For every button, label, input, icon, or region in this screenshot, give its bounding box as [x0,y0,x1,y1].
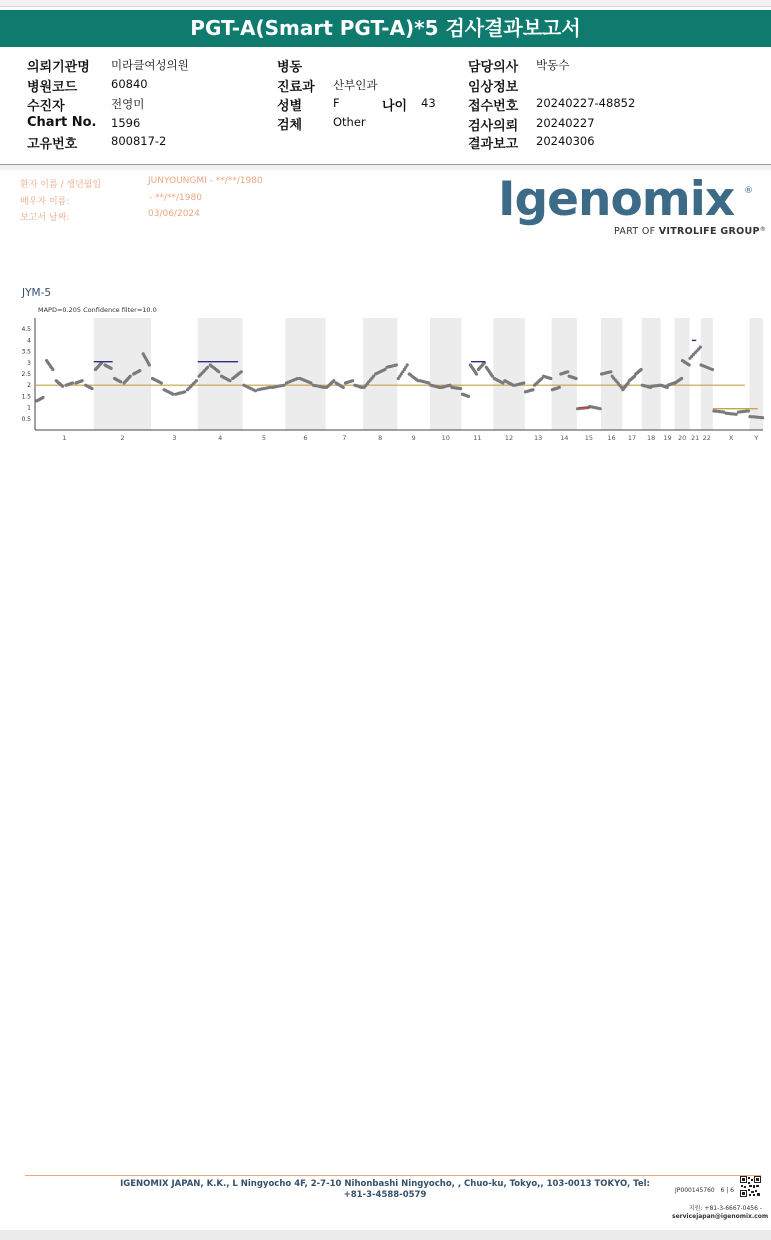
data-point [240,370,243,373]
chromosome-label: 9 [411,434,416,442]
info-value: 20240227-48852 [536,96,636,110]
data-point [558,386,561,389]
info-label: 병원코드 [27,80,78,95]
partner-name-value: - **/**/1980 [146,193,202,203]
chromosome-band [701,318,713,430]
y-tick-label: 1 [27,404,31,412]
data-point [148,363,151,366]
data-point [575,377,578,380]
data-point [475,372,478,375]
logo-registered-mark: ® [744,186,753,196]
info-label: 의뢰기관명 [27,60,90,75]
data-point [282,384,285,387]
y-tick-label: 3 [27,359,31,367]
data-point [566,370,569,373]
data-point [467,395,470,398]
data-point [711,368,714,371]
report-title: PGT-A(Smart PGT-A)*5 검사결과보고서 [0,10,771,47]
footer-divider [25,1175,761,1176]
data-point [51,368,54,371]
data-point [395,363,398,366]
data-point [183,390,186,393]
info-label: 수진자 [27,99,65,114]
info-value: 1596 [111,116,141,130]
data-point [342,386,345,389]
chromosome-label: 20 [677,434,687,442]
data-point [206,366,209,369]
chromosome-label: 1 [62,434,67,442]
tagline-tm: ® [759,226,767,233]
tagline-prefix: PART OF [614,226,659,237]
chromosome-label: 4 [218,434,223,442]
data-point [71,381,74,384]
chromosome-label: 16 [607,434,616,442]
bottom-strip [0,1230,771,1240]
doc-id [675,1187,734,1194]
chromosome-band [750,318,763,430]
data-point [688,363,691,366]
data-point [609,370,612,373]
data-point [599,407,602,410]
data-point [699,346,702,349]
patient-name-value: JUNYOUNGMI - **/**/1980 [148,176,263,186]
data-point [761,416,764,419]
data-point [129,375,132,378]
info-value: 20240227 [536,116,595,130]
chromosome-label: 12 [504,434,514,442]
chromosome-band [430,318,462,430]
info-label: 검체 [277,118,303,133]
info-value: 60840 [111,77,148,91]
info-label: 결과보고 [468,137,519,152]
info-value: Other [333,115,366,129]
data-point [228,379,231,382]
chromosome-label: 6 [303,434,308,442]
data-point [522,381,525,384]
data-point [531,388,534,391]
chromosome-band [493,318,524,430]
chromosome-label: 19 [663,434,672,442]
data-point [41,396,44,399]
igenomix-logo: Igenomix [498,172,735,227]
data-point [195,379,198,382]
info-label: 임상정보 [468,80,519,95]
chromosome-band [675,318,690,430]
y-tick-label: 2.5 [21,371,31,378]
data-point [549,377,552,380]
info-label: 담당의사 [468,60,519,75]
data-point [171,393,174,396]
data-point [459,387,462,390]
data-point [138,369,141,372]
tagline-brand: VITROLIFE GROUP [658,226,760,237]
y-tick-label: 2 [27,382,31,390]
chromosome-label: 11 [473,434,482,442]
chromosome-label: 18 [647,434,656,442]
footer-address: IGENOMIX JAPAN, K.K., L Ningyocho 4F, 2-7-10 Nihonbashi Ningyocho, , Chuo-ku, Tokyo,, 103-0013 TOKYO, Tel: +81-3-4588-0579 [120,1179,650,1200]
y-tick-label: 1.5 [21,393,31,401]
age-label: 나이 [382,99,408,114]
y-tick-label: 4 [27,337,31,345]
info-label: Chart No. [27,115,97,130]
qr-code-icon [740,1176,761,1197]
data-point [351,379,354,382]
chromosome-label: 2 [120,434,125,442]
info-value: 20240306 [536,134,595,148]
data-point [160,381,163,384]
chromosome-label: 7 [342,434,347,442]
data-point [747,409,750,412]
chromosome-label: 10 [441,434,450,442]
contact-tel: 지원: +81-3-6667-0456 - [688,1205,762,1212]
copy-number-chart [0,312,771,444]
sample-label: JYM-5 [22,287,52,299]
age-value: 43 [421,96,436,110]
info-value: 박동수 [536,58,570,72]
report-date-value: 03/06/2024 [148,209,200,219]
y-tick-label: 0.5 [21,415,31,423]
data-point [309,381,312,384]
chromosome-label: 14 [560,434,569,442]
chromosome-label: 3 [172,434,177,442]
data-point [217,370,220,373]
report-info-grid [0,52,771,164]
chromosome-band [285,318,325,430]
chromosome-label: 17 [627,434,637,442]
chromosome-band [642,318,661,430]
data-point [90,387,93,390]
logo-tagline [614,226,766,237]
data-point [406,363,409,366]
info-label: 병동 [277,60,303,75]
data-point [680,377,683,380]
patient-name-label: 환자 이름 / 생년월일 [20,180,102,190]
chromosome-label: 5 [261,434,267,442]
info-label: 성별 [277,99,303,114]
chromosome-band [363,318,397,430]
chromosome-label: 8 [378,434,383,442]
partner-name-label: 배우자 이름: [20,197,70,207]
page-number: 6 | 6 [720,1187,734,1194]
data-point [81,379,84,382]
info-value: 전영미 [111,97,145,111]
contact-info [672,1205,769,1221]
doc-id-value: JP000145760 [675,1187,715,1194]
info-value: 미라클여성의원 [111,58,189,72]
report-date-label: 보고서 날짜: [20,213,70,223]
chromosome-label: X [728,434,734,442]
chromosome-label: 15 [584,434,594,442]
chromosome-label: 21 [691,434,700,442]
chromosome-label: 13 [534,434,543,442]
info-value: 800817-2 [111,134,167,148]
chromosome-label: 22 [702,434,711,442]
data-point [640,368,643,371]
y-tick-label: 4.5 [21,326,31,334]
y-tick-label: 3.5 [21,348,31,356]
info-label: 검사의뢰 [468,119,519,134]
data-point [61,385,64,388]
top-strip [0,0,771,7]
info-label: 진료과 [277,80,315,95]
info-value: 산부인과 [333,78,378,92]
chromosome-band [94,318,151,430]
data-point [119,380,122,383]
mapd-text: MAPD=0.205 Confidence filter=10.0 [38,306,157,314]
info-value: F [333,96,340,110]
contact-email: servicejapan@igenomix.com [672,1213,769,1220]
info-label: 접수번호 [468,99,519,114]
info-label: 고유번호 [27,137,78,152]
chromosome-label: Y [754,434,759,442]
header-divider-band [0,165,771,170]
data-point [110,367,113,370]
